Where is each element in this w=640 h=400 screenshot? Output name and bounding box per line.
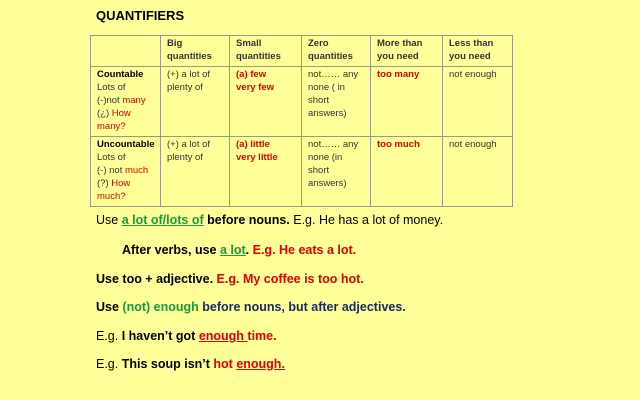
big-cell: (+) a lot of plenty of <box>161 67 230 137</box>
quantifiers-table <box>90 35 513 207</box>
note-line-4: Use (not) enough before nouns, but after adjectives. <box>96 300 406 314</box>
big-cell: (+) a lot of plenty of <box>161 137 230 207</box>
less-cell: not enough <box>443 67 513 137</box>
row-label-cell: Countable Lots of (-)not many (¿) How many? <box>91 67 161 137</box>
note-line-3: Use too + adjective. E.g. My coffee is too hot. <box>96 272 364 286</box>
note-line-6: E.g. This soup isn’t hot enough. <box>96 357 285 371</box>
zero-cell: not…… any none ( in short answers) <box>302 67 371 137</box>
more-cell: too many <box>371 67 443 137</box>
header-cell: Zero quantities <box>302 36 371 67</box>
less-cell: not enough <box>443 137 513 207</box>
zero-cell: not…… any none (in short answers) <box>302 137 371 207</box>
table-row <box>91 137 513 207</box>
note-line-5: E.g. I haven’t got enough time. <box>96 329 277 343</box>
more-cell: too much <box>371 137 443 207</box>
small-cell: (a) little very little <box>230 137 302 207</box>
small-cell: (a) few very few <box>230 67 302 137</box>
header-cell: Less than you need <box>443 36 513 67</box>
table-row <box>91 67 513 137</box>
note-line-1: Use a lot of/lots of before nouns. E.g. He has a lot of money. <box>96 213 444 227</box>
header-cell: Small quantities <box>230 36 302 67</box>
note-line-2: After verbs, use a lot. E.g. He eats a lot. <box>122 243 357 257</box>
header-cell: Big quantities <box>161 36 230 67</box>
page-title: QUANTIFIERS <box>96 8 185 23</box>
header-cell: More than you need <box>371 36 443 67</box>
table-header-row <box>91 36 513 67</box>
header-cell <box>91 36 161 67</box>
row-label-cell: Uncountable Lots of (-) not much (?) How much? <box>91 137 161 207</box>
